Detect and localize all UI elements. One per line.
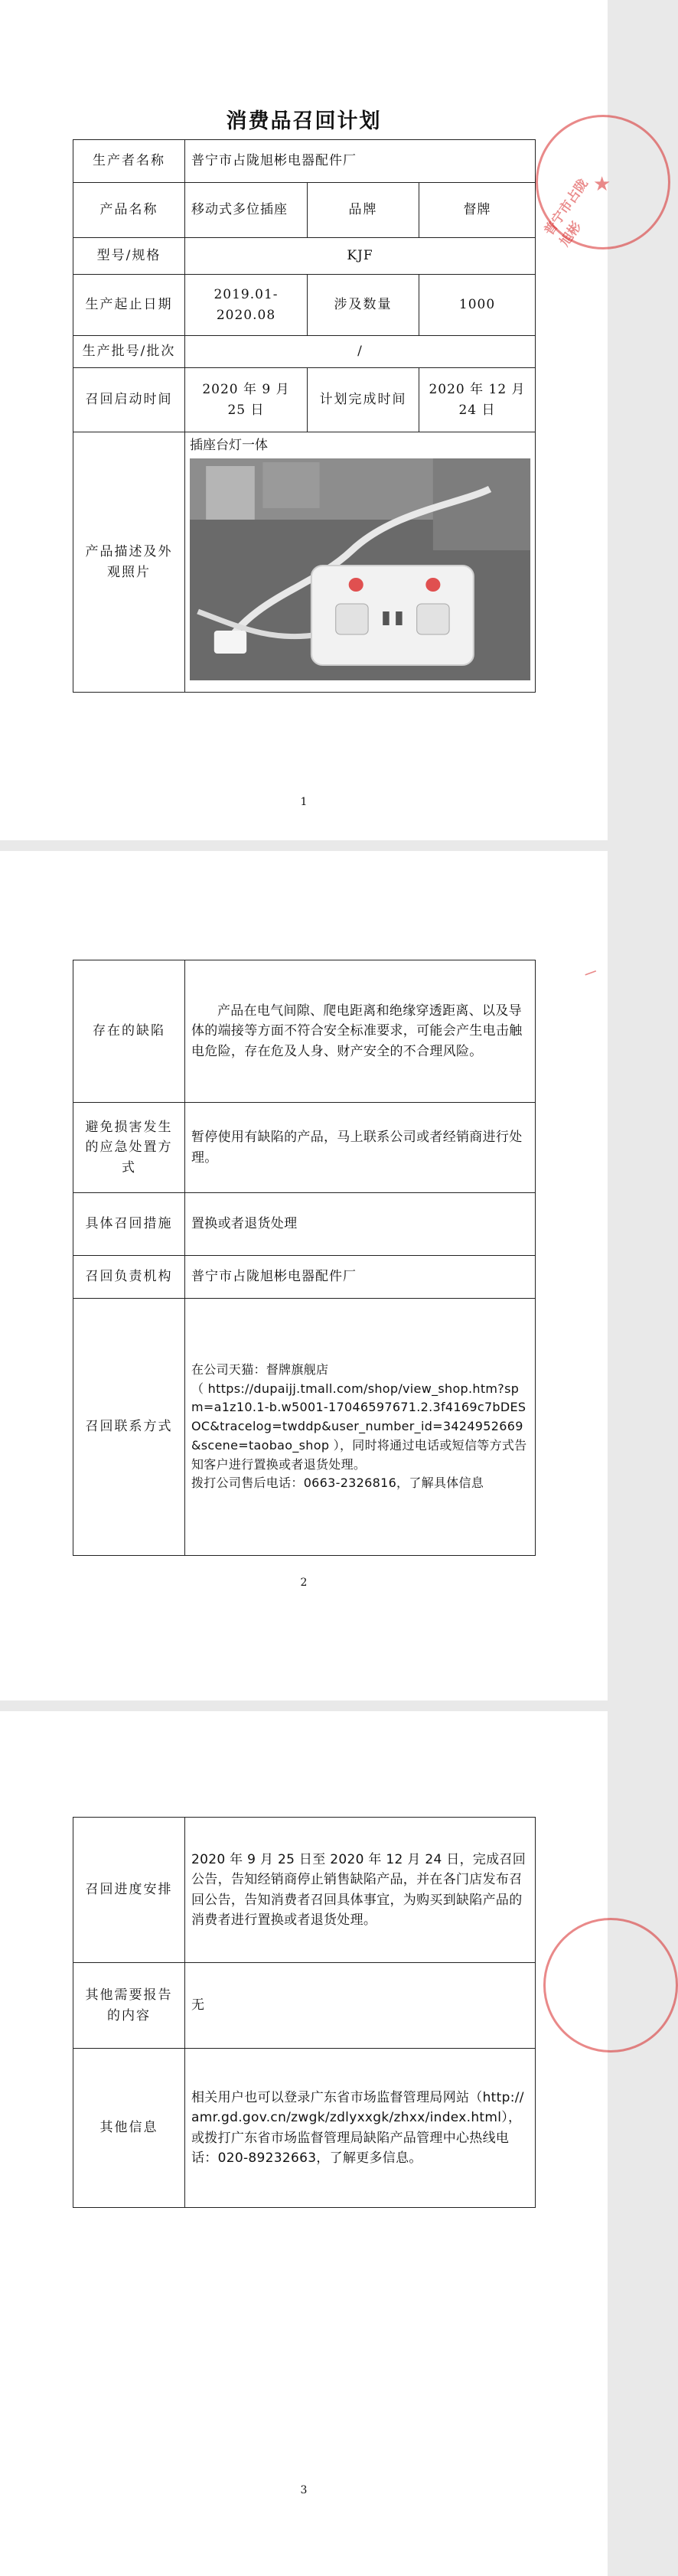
row-responsible	[73, 1256, 536, 1299]
model-label: 型号/规格	[73, 238, 185, 275]
brand-value: 督牌	[419, 183, 536, 238]
emergency-text: 暂停使用有缺陷的产品，马上联系公司或者经销商进行处理。	[185, 1103, 536, 1193]
product-photo	[190, 458, 530, 680]
progress-text: 2020 年 9 月 25 日至 2020 年 12 月 24 日，完成召回公告，告知经销商停止销售缺陷产品，并在各门店发布召回公告，告知消费者召回具体事宜，为购买到缺陷产品的消费者进行置换或者退货处理。	[185, 1818, 536, 1963]
row-other-info	[73, 2049, 536, 2208]
page-1	[0, 0, 611, 840]
red-seal-stamp-partial	[543, 1918, 678, 2053]
page-number: 2	[300, 1577, 308, 1589]
contact-label: 召回联系方式	[73, 1299, 185, 1556]
responsible-label: 召回负责机构	[73, 1256, 185, 1299]
recall-measures-table	[73, 960, 536, 1556]
description-cell	[185, 432, 536, 693]
row-batch	[73, 336, 536, 368]
emergency-label: 避免损害发生的应急处置方式	[73, 1103, 185, 1193]
row-defect	[73, 960, 536, 1103]
row-contact	[73, 1299, 536, 1556]
product-name-label: 产品名称	[73, 183, 185, 238]
recall-schedule-table	[73, 1817, 536, 2208]
row-producer	[73, 140, 536, 183]
row-model	[73, 238, 536, 275]
page-3	[0, 1711, 608, 2576]
row-description	[73, 432, 536, 693]
quantity-value: 1000	[419, 275, 536, 336]
recall-info-table	[73, 139, 536, 693]
contact-url[interactable]: （ https://dupaijj.tmall.com/shop/view_shop.htm?spm=a1z10.1-b.w5001-17046597671.2.3f4169c7bDESOC&tracelog=twddp&user_number_id=3424952669&scene=taobao_shop ），同时将通过电话或短信等方式告知客户进行置换或者退货处理。	[191, 1381, 527, 1472]
document-title: 消费品召回计划	[226, 109, 382, 133]
photo-caption: 插座台灯一体	[190, 438, 268, 453]
measures-text: 置换或者退货处理	[185, 1193, 536, 1256]
production-dates-value: 2019.01-2020.08	[185, 275, 308, 336]
model-value: KJF	[185, 238, 536, 275]
other-info-label: 其他信息	[73, 2049, 185, 2208]
recall-start-value: 2020 年 9 月 25 日	[185, 368, 308, 432]
row-emergency	[73, 1103, 536, 1193]
row-product	[73, 183, 536, 238]
stamp-text: 普宁市占陇旭彬	[541, 176, 592, 249]
quantity-label: 涉及数量	[308, 275, 419, 336]
product-name-value: 移动式多位插座	[185, 183, 308, 238]
responsible-text: 普宁市占陇旭彬电器配件厂	[185, 1256, 536, 1299]
row-recall-time	[73, 368, 536, 432]
other-report-label: 其他需要报告的内容	[73, 1963, 185, 2049]
row-production-dates	[73, 275, 536, 336]
row-progress	[73, 1818, 536, 1963]
stamp-star-icon: ★	[593, 173, 611, 196]
recall-start-label: 召回启动时间	[73, 368, 185, 432]
finish-time-value: 2020 年 12 月 24 日	[419, 368, 536, 432]
description-label: 产品描述及外观照片	[73, 432, 185, 693]
measures-label: 具体召回措施	[73, 1193, 185, 1256]
defect-label: 存在的缺陷	[73, 960, 185, 1103]
progress-label: 召回进度安排	[73, 1818, 185, 1963]
production-dates-label: 生产起止日期	[73, 275, 185, 336]
producer-value: 普宁市占陇旭彬电器配件厂	[185, 140, 536, 183]
page-2	[0, 851, 608, 1700]
brand-label: 品牌	[308, 183, 419, 238]
contact-store: 在公司天猫：督牌旗舰店	[191, 1361, 329, 1377]
batch-label: 生产批号/批次	[73, 336, 185, 368]
contact-phone: 拨打公司售后电话：0663-2326816，了解具体信息	[191, 1475, 484, 1491]
other-info-text: 相关用户也可以登录广东省市场监督管理局网站（http://amr.gd.gov.cn/zwgk/zdlyxxgk/zhxx/index.html），或拨打广东省市场监督管理局缺陷产品管理中心热线电话：020-89232663，了解更多信息。	[185, 2049, 536, 2208]
page-number: 3	[300, 2484, 308, 2496]
producer-label: 生产者名称	[73, 140, 185, 183]
finish-time-label: 计划完成时间	[308, 368, 419, 432]
other-report-text: 无	[185, 1963, 536, 2049]
page-number: 1	[300, 796, 308, 808]
row-measures	[73, 1193, 536, 1256]
batch-value: /	[185, 336, 536, 368]
defect-text: 产品在电气间隙、爬电距离和绝缘穿透距离、以及导体的端接等方面不符合安全标准要求，可能会产生电击触电危险，存在危及人身、财产安全的不合理风险。	[185, 960, 536, 1103]
contact-cell	[185, 1299, 536, 1556]
row-other-report	[73, 1963, 536, 2049]
stamp-edge-mark: |	[584, 968, 599, 977]
